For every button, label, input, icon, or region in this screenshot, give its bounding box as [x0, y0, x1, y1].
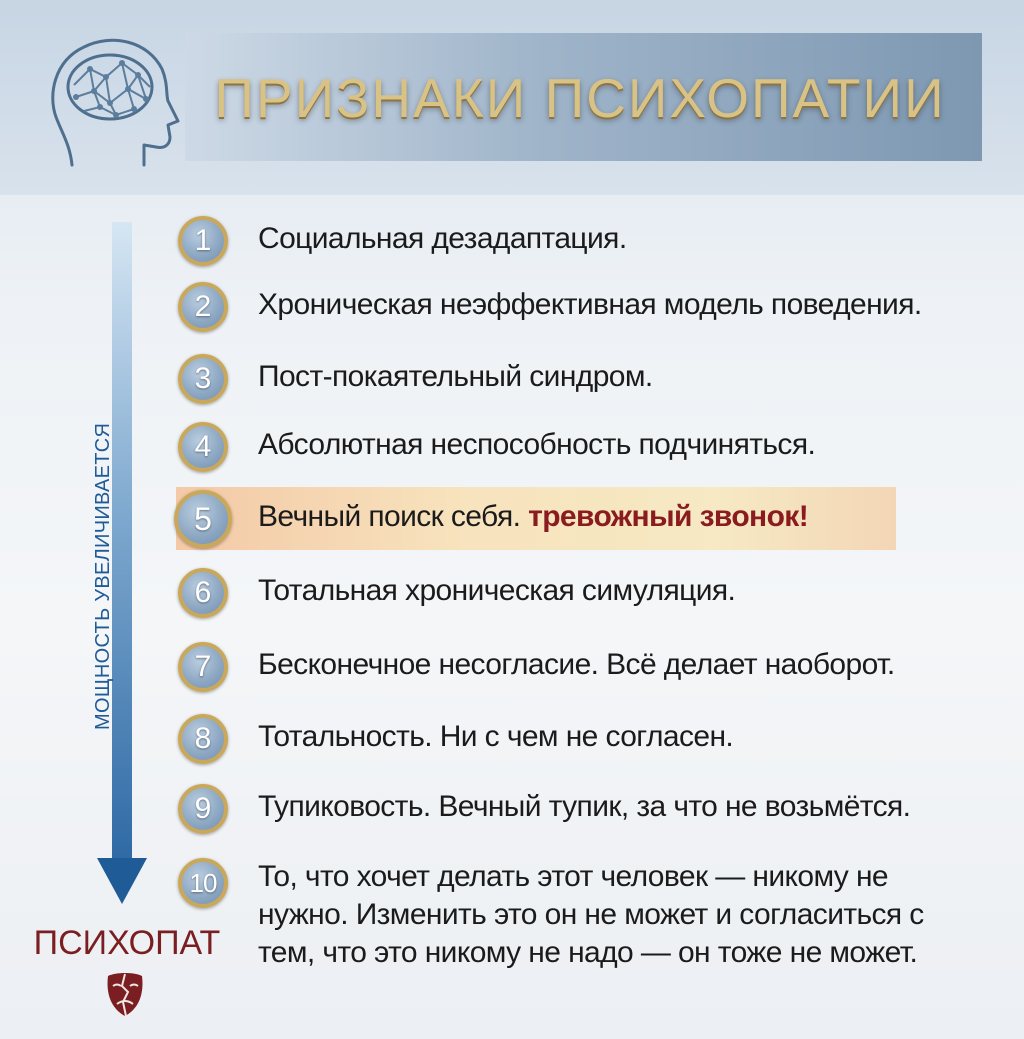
scale-label: МОЩНОСТЬ УВЕЛИЧИВАЕТСЯ: [92, 422, 114, 730]
item-text: Тотальность. Ни с чем не согласен.: [258, 720, 734, 753]
item-number-badge: 2: [178, 282, 228, 332]
item-text: То, что хочет делать этот человек — никому не нужно. Изменить это он не может и согласиться с тем, что это никому не надо — он тоже не может.: [258, 860, 924, 969]
item-number-badge: 7: [178, 642, 228, 692]
item-number-badge: 1: [178, 216, 228, 266]
item-text: Бесконечное несогласие. Всё делает наоборот.: [258, 648, 895, 681]
head-brain-icon: [40, 25, 180, 175]
item-number-badge: 8: [178, 714, 228, 764]
scale-result-label: ПСИХОПАТ: [33, 924, 221, 962]
item-number-badge: 5: [174, 490, 232, 548]
item-text: Социальная дезадаптация.: [258, 222, 627, 255]
item-text: [258, 498, 808, 536]
alert-text: тревожный звонок!: [528, 500, 809, 533]
item-text: Хроническая неэффективная модель поведения.: [258, 288, 922, 321]
page-title: ПРИЗНАКИ ПСИХОПАТИИ: [214, 67, 946, 129]
item-number-badge: 6: [178, 568, 228, 618]
item-number-badge: 3: [178, 354, 228, 404]
item-text-main: Вечный поиск себя.: [258, 500, 521, 533]
item-text: Абсолютная неспособность подчиняться.: [258, 428, 816, 461]
item-number-badge: 10: [178, 858, 228, 908]
item-text: Тупиковость. Вечный тупик, за что не возьмётся.: [258, 790, 911, 823]
broken-mask-icon: [104, 970, 146, 1020]
item-number-badge: 9: [178, 784, 228, 834]
item-number-badge: 4: [178, 422, 228, 472]
arrow-down-icon: [97, 858, 147, 904]
item-text: Пост-покаятельный синдром.: [258, 360, 653, 393]
item-text: Тотальная хроническая симуляция.: [258, 574, 736, 607]
scale-arrow-shaft: [112, 222, 132, 862]
